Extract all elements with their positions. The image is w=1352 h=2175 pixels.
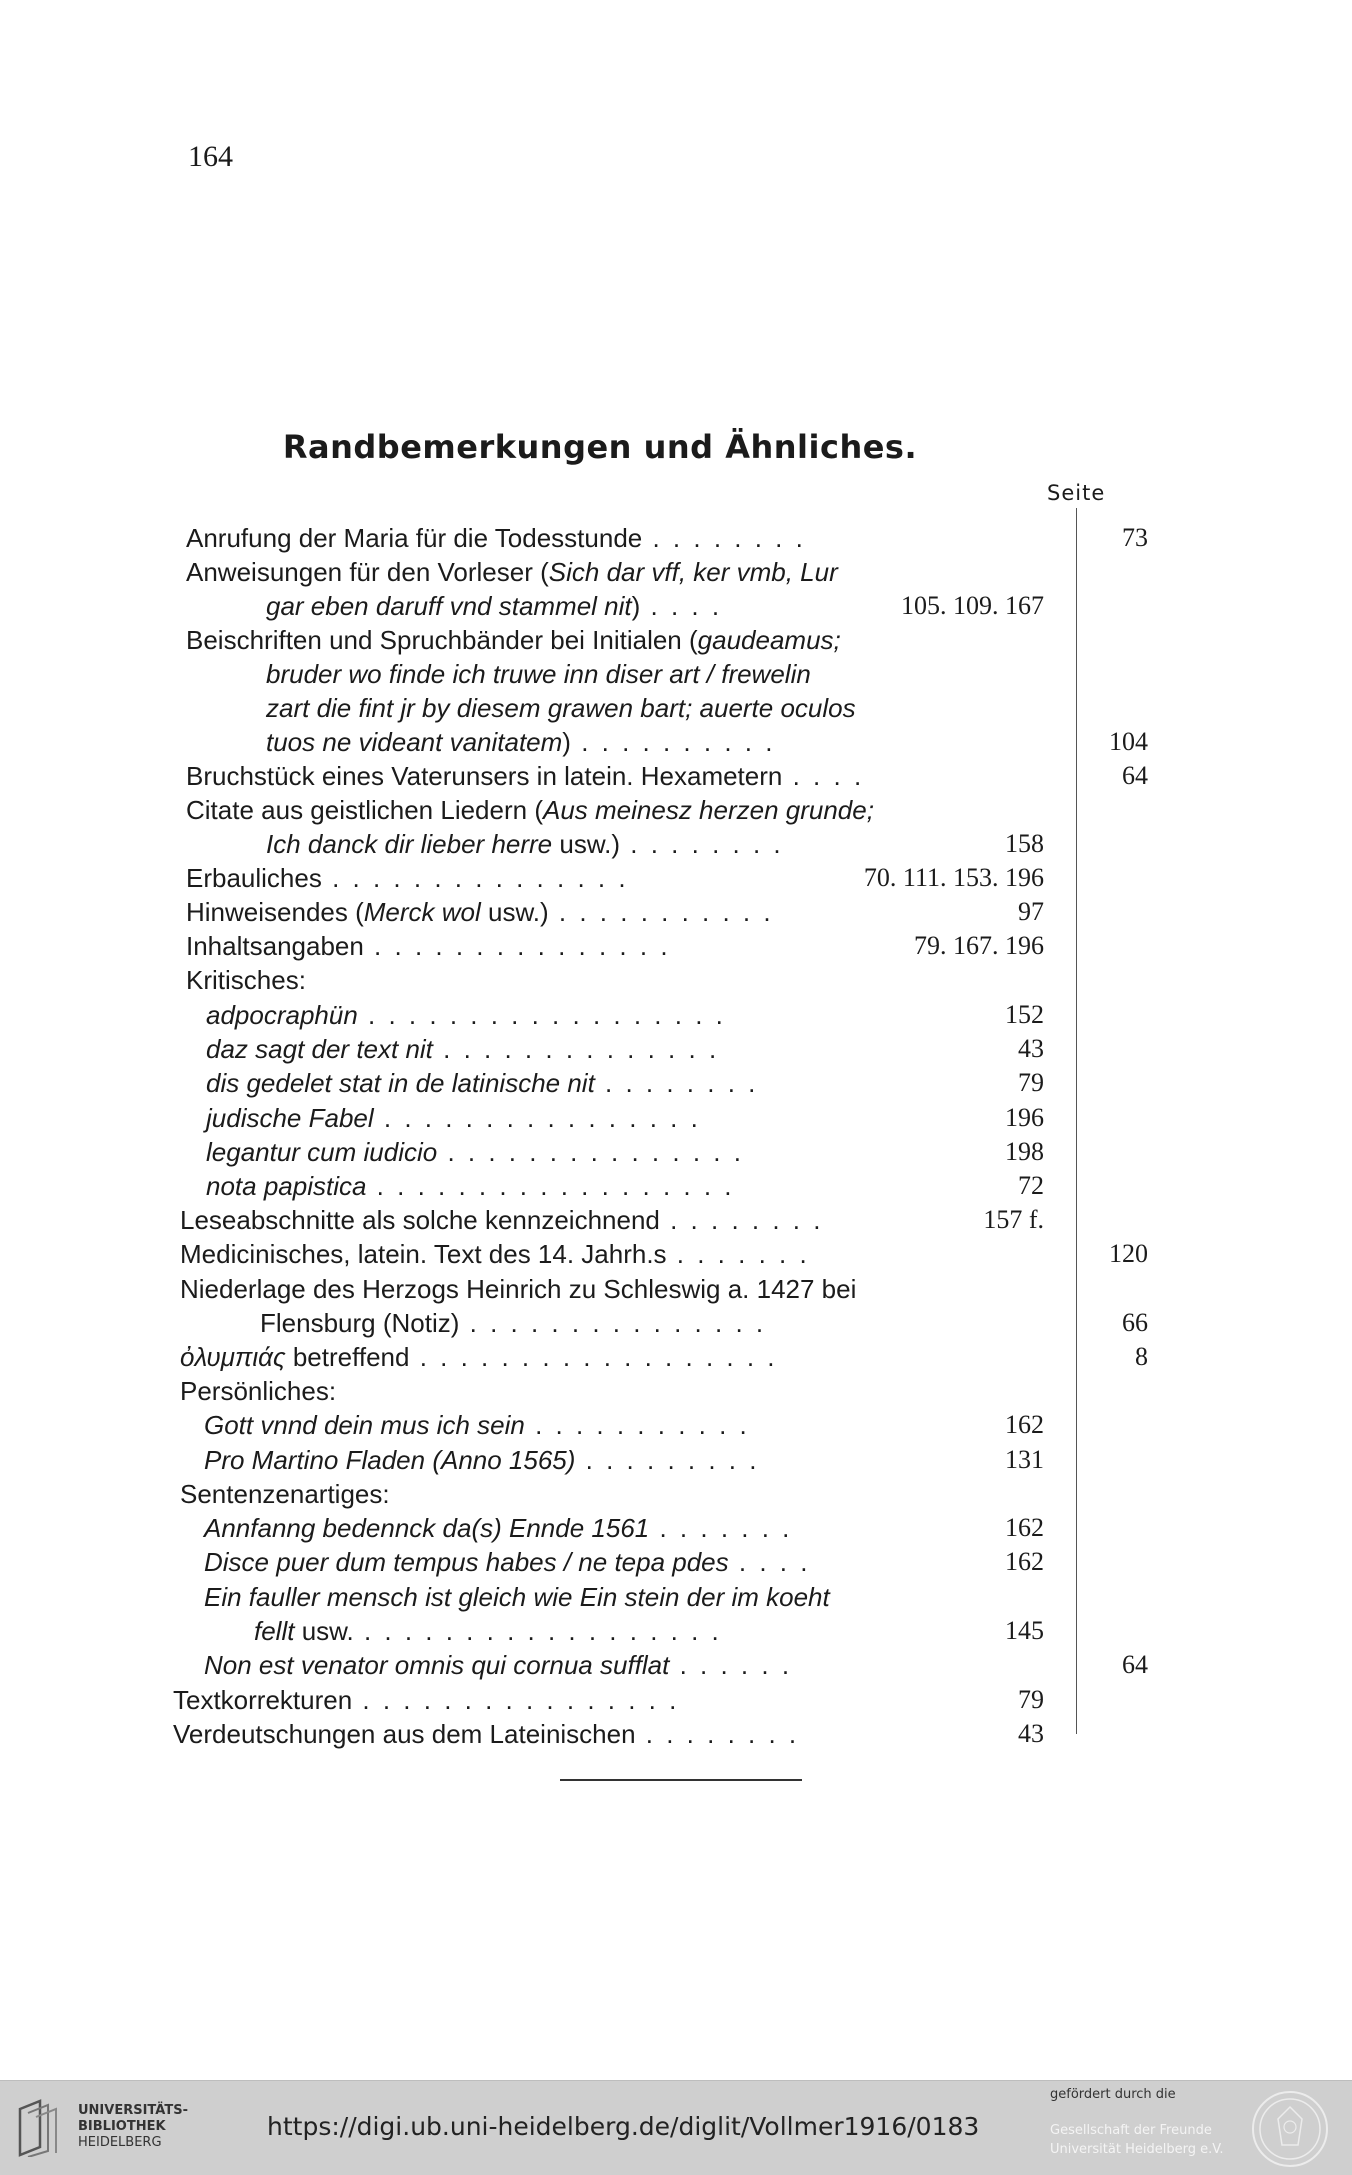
entry-text: Anrufung der Maria für die Todesstunde: [186, 523, 643, 553]
entry-page-ref: 79: [1018, 1068, 1044, 1097]
footer-bar: [0, 2080, 1352, 2175]
leader-dots: . . . . . . . . . . .: [524, 1410, 750, 1440]
index-entry: [204, 1443, 759, 1477]
leader-dots: . . . . . . . . . . . . . . . . . .: [357, 1000, 726, 1030]
entry-text: Beischriften und Spruchbänder bei Initialen (: [186, 625, 698, 655]
page-title: Randbemerkungen und Ähnliches.: [282, 428, 918, 466]
entry-text: adpocraphün: [206, 1000, 358, 1030]
index-entry: [186, 759, 864, 793]
entry-text: Pro Martino Fladen (Anno 1565): [204, 1445, 576, 1475]
index-entry: [186, 895, 774, 929]
index-entry: [186, 861, 629, 895]
leader-dots: . . . . . . . . . . . . . . . . . .: [366, 1171, 735, 1201]
index-entry: [266, 589, 722, 623]
leader-dots: . . . . . . . . . . . . . . . . . .: [409, 1342, 778, 1372]
entry-text: usw.): [552, 829, 621, 859]
entry-page-ref: 79. 167. 196: [914, 931, 1044, 960]
index-entry: [173, 1683, 679, 1717]
entry-text: zart die fint jr by diesem grawen bart; auerte oculos: [266, 693, 856, 723]
sponsor-label: gefördert durch die: [1050, 2087, 1176, 2102]
entry-text: fellt: [254, 1616, 295, 1646]
closing-rule: [560, 1779, 802, 1781]
logo-line-1: UNIVERSITÄTS-: [78, 2103, 188, 2118]
library-logo-icon: [16, 2099, 62, 2157]
entry-text: Textkorrekturen: [173, 1685, 353, 1715]
entry-page-ref: 158: [1005, 829, 1044, 858]
entry-seite-ref: 64: [1122, 761, 1148, 790]
leader-dots: . . . . . . . .: [594, 1068, 759, 1098]
sponsor-line-2: Universität Heidelberg e.V.: [1050, 2142, 1224, 2157]
entry-page-ref: 97: [1018, 897, 1044, 926]
entry-text: Persönliches:: [180, 1376, 337, 1406]
entry-seite-ref: 8: [1135, 1342, 1148, 1371]
leader-dots: . . . . . . . . .: [575, 1445, 760, 1475]
entry-page-ref: 43: [1018, 1719, 1044, 1748]
entry-text: Annfanng bedennck da(s) Ennde 1561: [204, 1513, 650, 1543]
index-entry: [180, 1477, 390, 1511]
index-entry: [206, 1032, 719, 1066]
index-entry: [204, 1580, 830, 1614]
leader-dots: . . . . . . . . . . . . . . .: [459, 1308, 767, 1338]
entry-text: ): [562, 727, 571, 757]
leader-dots: . . . .: [782, 761, 865, 791]
index-entry: [266, 691, 856, 725]
entry-text: dis gedelet stat in de latinische nit: [206, 1068, 595, 1098]
entry-text: Citate aus geistlichen Liedern (: [186, 795, 543, 825]
leader-dots: . . . . . . . .: [620, 829, 784, 859]
entry-text: legantur cum iudicio: [206, 1137, 438, 1167]
index-entry: [266, 827, 784, 861]
sponsor-name: [1050, 2121, 1224, 2159]
entry-text: Flensburg (Notiz): [260, 1308, 460, 1338]
entry-page-ref: 145: [1005, 1616, 1044, 1645]
entry-text: Merck wol: [363, 897, 481, 927]
entry-text: Medicinisches, latein. Text des 14. Jahrh.s: [180, 1239, 667, 1269]
leader-dots: . . . . . . . . . . .: [548, 897, 774, 927]
permalink-url[interactable]: https://digi.ub.uni-heidelberg.de/diglit/Vollmer1916/0183: [267, 2112, 980, 2141]
entry-text: Kritisches:: [186, 965, 306, 995]
leader-dots: . . . . . . . .: [659, 1205, 824, 1235]
index-entry: [206, 1101, 701, 1135]
index-entry: [180, 1237, 810, 1271]
entry-text: Erbauliches: [186, 863, 322, 893]
leader-dots: . . . . . . . . . .: [570, 727, 776, 757]
index-entry: [180, 1272, 856, 1306]
leader-dots: . . . . . . . . . . . . . . . .: [373, 1103, 701, 1133]
university-seal-icon: [1250, 2089, 1330, 2169]
entry-text: Inhaltsangaben: [186, 931, 364, 961]
entry-text: Hinweisendes (: [186, 897, 364, 927]
entry-text: betreffend: [285, 1342, 410, 1372]
index-entry: [206, 998, 726, 1032]
index-entry: [180, 1374, 336, 1408]
entry-text: Ich danck dir lieber herre: [266, 829, 553, 859]
entry-text: tuos ne videant vanitatem: [266, 727, 563, 757]
index-entry: [186, 793, 874, 827]
entry-page-ref: 152: [1005, 1000, 1044, 1029]
entry-text: nota papistica: [206, 1171, 367, 1201]
index-entry: [204, 1511, 792, 1545]
index-entry: [206, 1066, 758, 1100]
index-entry: [254, 1614, 722, 1648]
entry-page-ref: 131: [1005, 1445, 1044, 1474]
entry-seite-ref: 104: [1109, 727, 1148, 756]
entry-text: usw.): [480, 897, 549, 927]
leader-dots: . . . . . . . . . . . . . . .: [437, 1137, 744, 1167]
sponsor-line-1: Gesellschaft der Freunde: [1050, 2123, 1212, 2138]
index-entry: [173, 1717, 799, 1751]
entry-text: Sentenzenartiges:: [180, 1479, 390, 1509]
entry-text: Aus meinesz herzen grunde;: [542, 795, 874, 825]
entry-seite-ref: 73: [1122, 523, 1148, 552]
entry-text: Verdeutschungen aus dem Lateinischen: [173, 1719, 636, 1749]
leader-dots: . . . . . . .: [649, 1513, 793, 1543]
entry-text: Sich dar vff, ker vmb, Lur: [548, 557, 838, 587]
entry-page-ref: 72: [1018, 1171, 1044, 1200]
entry-text: Gott vnnd dein mus ich sein: [204, 1410, 525, 1440]
index-entry: [180, 1340, 778, 1374]
entry-seite-ref: 64: [1122, 1650, 1148, 1679]
entry-page-ref: 70. 111. 153. 196: [863, 863, 1044, 892]
entry-text: bruder wo finde ich truwe inn diser art / frewelin: [266, 659, 811, 689]
entry-text: Ein fauller mensch ist gleich wie Ein stein der im koeht: [204, 1582, 830, 1612]
library-logo-text: [78, 2103, 188, 2151]
entry-text: Anweisungen für den Vorleser (: [186, 557, 549, 587]
entry-page-ref: 162: [1005, 1547, 1044, 1576]
leader-dots: . . . . . . . . . . . . . . .: [321, 863, 629, 893]
leader-dots: . . . .: [728, 1547, 811, 1577]
index-entry: [206, 1135, 744, 1169]
entry-text: usw.: [294, 1616, 354, 1646]
entry-text: Niederlage des Herzogs Heinrich zu Schleswig a. 1427 bei: [180, 1274, 857, 1304]
column-divider: [1076, 508, 1077, 1734]
logo-line-2: BIBLIOTHEK: [78, 2119, 166, 2134]
leader-dots: . . . . . . . .: [642, 523, 806, 553]
index-entry: [204, 1408, 750, 1442]
leader-dots: . . . . . . . . . . . . . . .: [363, 931, 671, 961]
entry-text: Non est venator omnis qui cornua sufflat: [204, 1650, 670, 1680]
entry-text: judische Fabel: [206, 1103, 374, 1133]
entry-page-ref: 196: [1005, 1103, 1044, 1132]
page-number: 164: [188, 140, 233, 173]
index-entry: [180, 1203, 823, 1237]
entry-page-ref: 105. 109. 167: [901, 591, 1044, 620]
index-entry: [206, 1169, 735, 1203]
index-entry: [204, 1545, 810, 1579]
entry-page-ref: 198: [1005, 1137, 1044, 1166]
leader-dots: . . . . . . .: [666, 1239, 810, 1269]
entry-page-ref: 79: [1018, 1685, 1044, 1714]
index-entry: [204, 1648, 792, 1682]
leader-dots: . . . . . .: [669, 1650, 793, 1680]
index-entry: [186, 555, 838, 589]
page-column-label: Seite: [1047, 481, 1106, 505]
entry-page-ref: 162: [1005, 1410, 1044, 1439]
index-entry: [186, 963, 306, 997]
entry-page-ref: 157 f.: [983, 1205, 1044, 1234]
index-entry: [186, 623, 841, 657]
entry-text: gaudeamus;: [697, 625, 841, 655]
entry-page-ref: 162: [1005, 1513, 1044, 1542]
index-entry: [266, 657, 811, 691]
entry-page-ref: 43: [1018, 1034, 1044, 1063]
entry-seite-ref: 120: [1109, 1239, 1148, 1268]
entry-text: ): [631, 591, 641, 621]
entry-text: Bruchstück eines Vaterunsers in latein. Hexametern: [186, 761, 783, 791]
index-entry: [260, 1306, 766, 1340]
index-entry: [186, 521, 806, 555]
index-entry: [186, 929, 671, 963]
leader-dots: . . . . . . . . . . . . . . . .: [352, 1685, 680, 1715]
leader-dots: . . . . . . . .: [635, 1719, 800, 1749]
entry-seite-ref: 66: [1122, 1308, 1148, 1337]
leader-dots: . . . .: [640, 591, 723, 621]
leader-dots: . . . . . . . . . . . . . .: [432, 1034, 720, 1064]
entry-text: ὀλυμπιάς: [180, 1342, 286, 1372]
entry-text: daz sagt der text nit: [206, 1034, 433, 1064]
entry-text: Disce puer dum tempus habes / ne tepa pdes: [204, 1547, 729, 1577]
logo-line-3: HEIDELBERG: [78, 2135, 162, 2150]
leader-dots: . . . . . . . . . . . . . . . . . .: [353, 1616, 722, 1646]
index-entry: [266, 725, 775, 759]
entry-text: Leseabschnitte als solche kennzeichnend: [180, 1205, 660, 1235]
entry-text: gar eben daruff vnd stammel nit: [266, 591, 632, 621]
